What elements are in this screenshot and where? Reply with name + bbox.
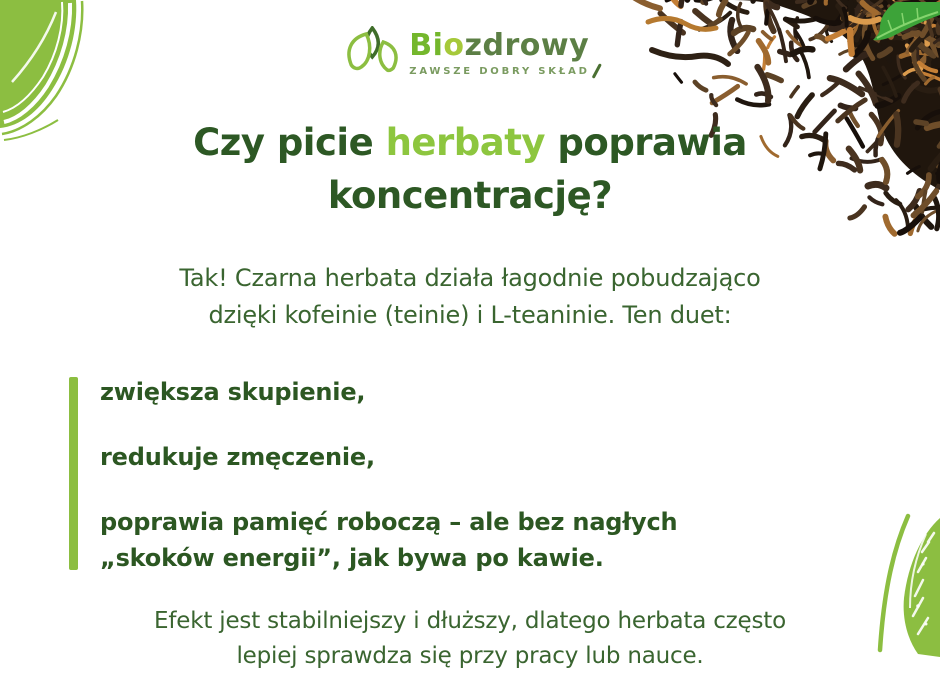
brand-name (409, 30, 589, 62)
title-line2: koncentrację? (327, 174, 613, 217)
title-highlight: herbaty (385, 121, 546, 164)
list-item-line: poprawia pamięć roboczą – ale bez nagłych (100, 508, 678, 536)
tagline-slash-decoration (592, 63, 602, 79)
accent-bar (69, 377, 78, 570)
outro-line: lepiej sprawdza się przy pracy lub nauce. (236, 643, 704, 669)
brand-name-zdrowy: zdrowy (464, 28, 590, 63)
intro-text (0, 260, 940, 334)
list-item-line: zwiększa skupienie, (100, 378, 366, 406)
list-item (69, 439, 849, 475)
outro-text (0, 604, 940, 674)
intro-line: Tak! Czarna herbata działa łagodnie pobudzająco (179, 264, 761, 292)
brand-logo (341, 26, 598, 84)
title-part-post: poprawia (545, 121, 747, 164)
brand-tagline: ZAWSZE DOBRY SKŁAD (409, 65, 590, 77)
list-item-line: redukuje zmęczenie, (100, 443, 375, 471)
brand-name-bi: Bi (409, 28, 444, 63)
intro-line: dzięki kofeinie (teinie) i L-teaninie. Ten duet: (208, 301, 732, 329)
brand-name-o: o (443, 28, 465, 63)
list-item (69, 374, 849, 410)
title-part-pre: Czy picie (193, 121, 386, 164)
page-title (0, 116, 940, 222)
list-item (69, 504, 849, 576)
list-item-line: „skoków energii”, jak bywa po kawie. (100, 544, 604, 572)
sprout-icon (341, 26, 401, 84)
benefits-list (69, 374, 849, 576)
outro-line: Efekt jest stabilniejszy i dłuższy, dlatego herbata często (154, 608, 786, 634)
